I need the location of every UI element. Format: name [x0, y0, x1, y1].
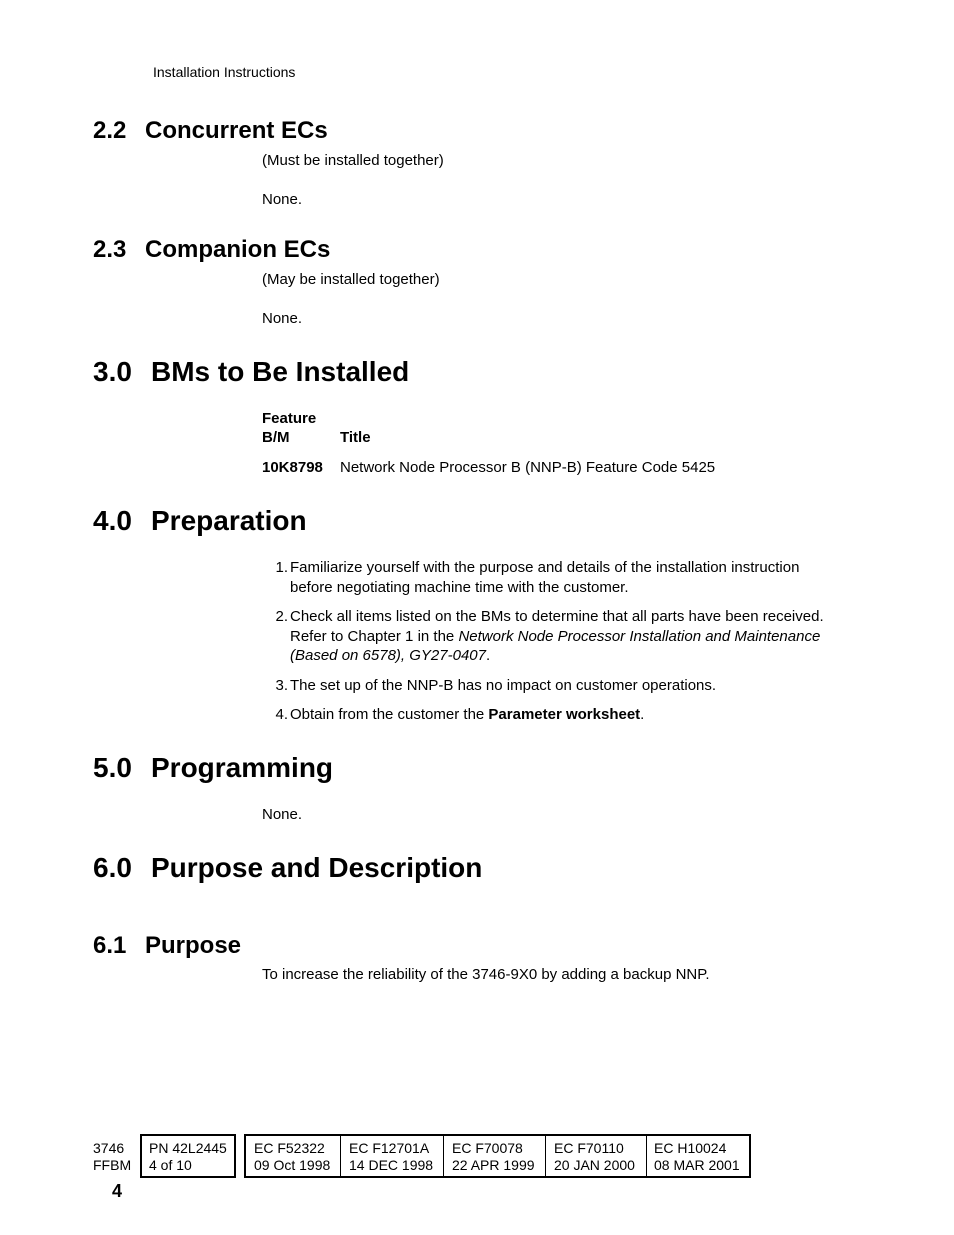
- list-text: Familiarize yourself with the purpose and details of the installation instruction before negotiating machine time with the customer.: [290, 559, 800, 596]
- list-number: 3.: [275, 677, 288, 694]
- emphasis: Parameter worksheet: [488, 706, 641, 723]
- section-heading-4-0: [93, 505, 307, 537]
- list-text: Check all items listed on the BMs to determine that all parts have been received. Refer to Chapter 1 in the Network Node Processor Installation and Maintenance (Based on 6578), GY27-0407.: [290, 608, 824, 664]
- document-reference: Network Node Processor Installation and Maintenance (Based on 6578), GY27-0407: [290, 627, 821, 664]
- section-title: Concurrent ECs: [145, 117, 328, 144]
- section-title: BMs to Be Installed: [151, 356, 410, 387]
- footer-divider: [545, 1134, 546, 1178]
- section-number: 6.1: [93, 932, 127, 959]
- section-number: 2.2: [93, 117, 127, 144]
- footer-ec-cell: EC F70110 20 JAN 2000: [554, 1140, 635, 1173]
- footer-ec-cell: EC F12701A 14 DEC 1998: [349, 1140, 434, 1173]
- section-number: 3.0: [93, 356, 132, 387]
- list-text: Obtain from the customer the Parameter worksheet.: [290, 706, 645, 723]
- section-number: 4.0: [93, 505, 132, 536]
- section-body: None.: [262, 310, 303, 327]
- section-heading-6-1: [93, 932, 241, 960]
- section-body: To increase the reliability of the 3746-9X0 by adding a backup NNP.: [262, 966, 710, 983]
- list-number: 2.: [275, 608, 288, 625]
- section-note: (Must be installed together): [262, 152, 444, 169]
- section-body: None.: [262, 806, 303, 823]
- section-title: Purpose and Description: [151, 852, 483, 883]
- section-heading-2-3: [93, 236, 330, 264]
- footer-ec-cell: EC F52322 09 Oct 1998: [254, 1140, 331, 1173]
- table-cell-bm: 10K8798: [262, 459, 323, 476]
- footer-part-number: PN 42L2445 4 of 10: [149, 1140, 227, 1173]
- list-text: The set up of the NNP-B has no impact on customer operations.: [290, 677, 717, 694]
- section-number: 2.3: [93, 236, 127, 263]
- table-header-feature: Feature: [262, 410, 317, 427]
- running-head: Installation Instructions: [153, 64, 296, 80]
- footer-divider: [646, 1134, 647, 1178]
- section-note: (May be installed together): [262, 271, 440, 288]
- table-cell-title: Network Node Processor B (NNP-B) Feature Code 5425: [340, 459, 716, 476]
- footer-divider: [443, 1134, 444, 1178]
- page-number: 4: [112, 1181, 123, 1201]
- section-heading-6-0: [93, 852, 482, 884]
- table-header-title: Title: [340, 429, 371, 446]
- section-title: Preparation: [151, 505, 307, 536]
- section-title: Purpose: [145, 932, 242, 959]
- table-header-bm: B/M: [262, 429, 290, 446]
- section-heading-3-0: [93, 356, 409, 388]
- section-title: Programming: [151, 752, 334, 783]
- footer-divider: [340, 1134, 341, 1178]
- footer-machine-type: 3746 FFBM: [93, 1140, 132, 1173]
- section-heading-2-2: [93, 117, 328, 145]
- section-title: Companion ECs: [145, 236, 331, 263]
- section-body: None.: [262, 191, 303, 208]
- list-number: 1.: [275, 559, 288, 576]
- section-number: 5.0: [93, 752, 132, 783]
- footer-ec-cell: EC F70078 22 APR 1999: [452, 1140, 535, 1173]
- section-number: 6.0: [93, 852, 132, 883]
- footer-ec-cell: EC H10024 08 MAR 2001: [654, 1140, 740, 1173]
- list-number: 4.: [275, 706, 288, 723]
- section-heading-5-0: [93, 752, 333, 784]
